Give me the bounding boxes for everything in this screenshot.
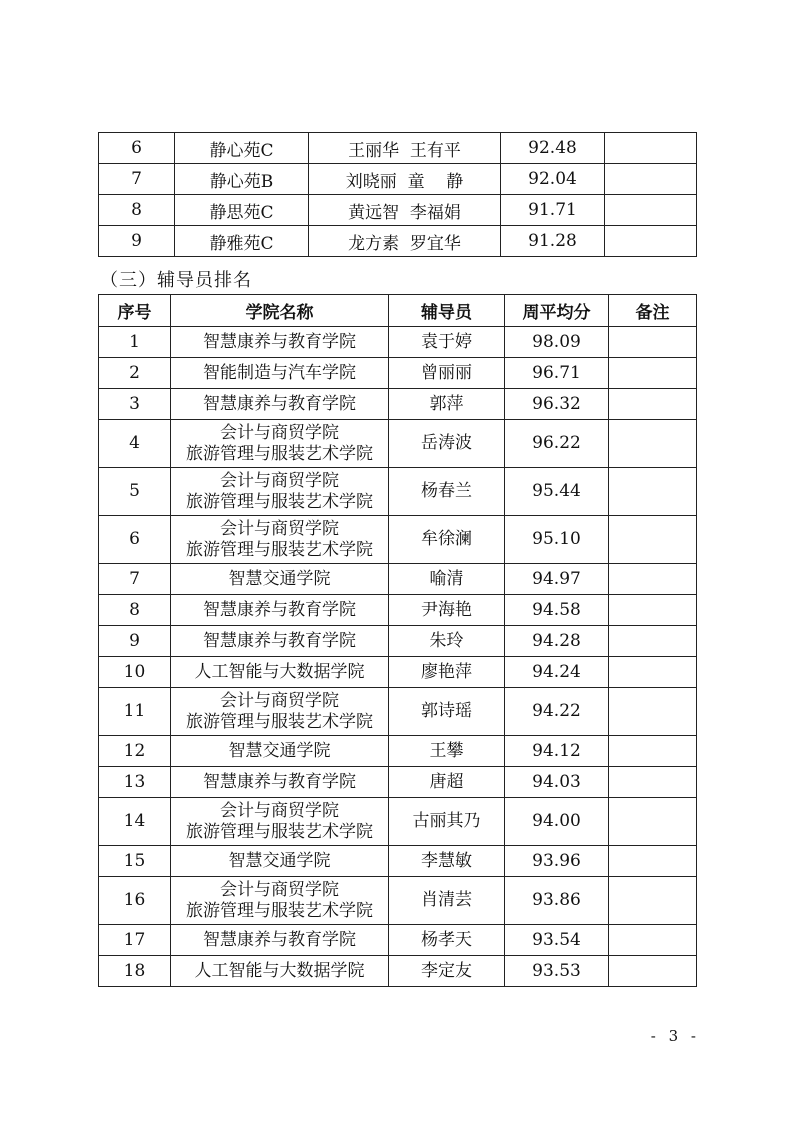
college-name-line: 会计与商贸学院 [220, 518, 339, 539]
dorm-name: 静心苑C [175, 133, 309, 164]
college-name-line: 人工智能与大数据学院 [194, 661, 365, 682]
row-number: 6 [99, 516, 171, 564]
table-row [99, 626, 697, 657]
counselor-name: 郭萍 [389, 389, 505, 420]
counselor-name: 杨孝天 [389, 925, 505, 956]
counselor-name: 曾丽丽 [389, 358, 505, 389]
counselor-name: 唐超 [389, 767, 505, 798]
dorm-staff: 黄远智 李福娟 [309, 195, 501, 226]
table-row [99, 736, 697, 767]
dorm-name: 静雅苑C [175, 226, 309, 257]
table-row [99, 358, 697, 389]
row-number: 8 [99, 595, 171, 626]
score-cell: 94.00 [505, 798, 609, 846]
table-row [99, 595, 697, 626]
table-row [99, 846, 697, 877]
note-cell [609, 956, 697, 987]
score-cell: 95.10 [505, 516, 609, 564]
row-number: 1 [99, 327, 171, 358]
college-name-line: 智慧交通学院 [228, 850, 331, 871]
row-number: 17 [99, 925, 171, 956]
table-row [99, 798, 697, 846]
counselor-name: 朱玲 [389, 626, 505, 657]
counselor-ranking-table [98, 294, 697, 987]
score-cell: 96.22 [505, 420, 609, 468]
note-cell [609, 420, 697, 468]
college-name [171, 626, 389, 657]
college-name-line: 智慧交通学院 [228, 568, 331, 589]
score-cell: 96.32 [505, 389, 609, 420]
college-name-line: 旅游管理与服装艺术学院 [186, 711, 373, 732]
note-cell [609, 358, 697, 389]
college-name [171, 358, 389, 389]
college-name-line: 旅游管理与服装艺术学院 [186, 443, 373, 464]
college-name [171, 657, 389, 688]
college-name [171, 420, 389, 468]
counselor-name: 王攀 [389, 736, 505, 767]
header-note: 备注 [609, 295, 697, 327]
college-name-line: 旅游管理与服装艺术学院 [186, 539, 373, 560]
row-number: 7 [99, 564, 171, 595]
counselor-name: 李慧敏 [389, 846, 505, 877]
score-cell: 91.28 [501, 226, 605, 257]
counselor-name: 杨春兰 [389, 468, 505, 516]
note-cell [609, 688, 697, 736]
note-cell [605, 164, 697, 195]
table-row [99, 657, 697, 688]
table-row [99, 389, 697, 420]
college-name [171, 688, 389, 736]
college-name [171, 736, 389, 767]
score-cell: 94.58 [505, 595, 609, 626]
header-no: 序号 [99, 295, 171, 327]
college-name-line: 智慧康养与教育学院 [203, 630, 356, 651]
row-number: 3 [99, 389, 171, 420]
college-name [171, 516, 389, 564]
counselor-name: 牟徐澜 [389, 516, 505, 564]
note-cell [609, 767, 697, 798]
dorm-staff: 龙方素 罗宜华 [309, 226, 501, 257]
note-cell [609, 736, 697, 767]
header-score: 周平均分 [505, 295, 609, 327]
score-cell: 93.96 [505, 846, 609, 877]
college-name-line: 旅游管理与服装艺术学院 [186, 491, 373, 512]
college-name-line: 智慧康养与教育学院 [203, 393, 356, 414]
college-name [171, 925, 389, 956]
college-name [171, 327, 389, 358]
counselor-name: 李定友 [389, 956, 505, 987]
score-cell: 91.71 [501, 195, 605, 226]
page-number: - 3 - [650, 1027, 700, 1045]
row-number: 6 [99, 133, 175, 164]
college-name [171, 956, 389, 987]
college-name [171, 798, 389, 846]
counselor-name: 廖艳萍 [389, 657, 505, 688]
college-name [171, 595, 389, 626]
note-cell [605, 226, 697, 257]
table-row [99, 420, 697, 468]
note-cell [609, 327, 697, 358]
table-row [99, 226, 697, 257]
college-name [171, 389, 389, 420]
note-cell [609, 798, 697, 846]
note-cell [609, 657, 697, 688]
counselor-name: 袁于婷 [389, 327, 505, 358]
row-number: 9 [99, 626, 171, 657]
row-number: 2 [99, 358, 171, 389]
row-number: 16 [99, 877, 171, 925]
counselor-name: 古丽其乃 [389, 798, 505, 846]
table-row [99, 133, 697, 164]
table-row [99, 164, 697, 195]
counselor-name: 喻清 [389, 564, 505, 595]
row-number: 5 [99, 468, 171, 516]
header-row [99, 295, 697, 327]
table-row [99, 688, 697, 736]
section-heading: （三）辅导员排名 [100, 270, 252, 291]
college-name-line: 智慧康养与教育学院 [203, 929, 356, 950]
dorm-staff: 刘晓丽 童 静 [309, 164, 501, 195]
college-name-line: 旅游管理与服装艺术学院 [186, 821, 373, 842]
score-cell: 94.22 [505, 688, 609, 736]
row-number: 13 [99, 767, 171, 798]
note-cell [609, 925, 697, 956]
row-number: 4 [99, 420, 171, 468]
table-row [99, 956, 697, 987]
dorm-name: 静思苑C [175, 195, 309, 226]
score-cell: 98.09 [505, 327, 609, 358]
row-number: 15 [99, 846, 171, 877]
note-cell [609, 877, 697, 925]
score-cell: 94.03 [505, 767, 609, 798]
table-row [99, 516, 697, 564]
college-name-line: 智慧康养与教育学院 [203, 331, 356, 352]
college-name-line: 智慧康养与教育学院 [203, 599, 356, 620]
counselor-name: 郭诗瑶 [389, 688, 505, 736]
dorm-name: 静心苑B [175, 164, 309, 195]
row-number: 14 [99, 798, 171, 846]
table-row [99, 468, 697, 516]
counselor-table-body [99, 327, 697, 987]
score-cell: 94.12 [505, 736, 609, 767]
note-cell [609, 516, 697, 564]
table-row [99, 767, 697, 798]
table-row [99, 925, 697, 956]
score-cell: 94.28 [505, 626, 609, 657]
college-name-line: 人工智能与大数据学院 [194, 960, 365, 981]
note-cell [605, 195, 697, 226]
note-cell [605, 133, 697, 164]
score-cell: 93.53 [505, 956, 609, 987]
college-name [171, 468, 389, 516]
score-cell: 96.71 [505, 358, 609, 389]
note-cell [609, 389, 697, 420]
score-cell: 92.04 [501, 164, 605, 195]
counselor-name: 尹海艳 [389, 595, 505, 626]
note-cell [609, 564, 697, 595]
score-cell: 95.44 [505, 468, 609, 516]
college-name-line: 会计与商贸学院 [220, 879, 339, 900]
note-cell [609, 468, 697, 516]
college-name-line: 旅游管理与服装艺术学院 [186, 900, 373, 921]
counselor-name: 岳涛波 [389, 420, 505, 468]
college-name-line: 智慧康养与教育学院 [203, 771, 356, 792]
row-number: 10 [99, 657, 171, 688]
college-name [171, 877, 389, 925]
score-cell: 94.97 [505, 564, 609, 595]
score-cell: 92.48 [501, 133, 605, 164]
college-name-line: 智慧交通学院 [228, 740, 331, 761]
college-name-line: 会计与商贸学院 [220, 470, 339, 491]
college-name [171, 564, 389, 595]
table-row [99, 877, 697, 925]
row-number: 9 [99, 226, 175, 257]
header-counselor: 辅导员 [389, 295, 505, 327]
note-cell [609, 846, 697, 877]
note-cell [609, 626, 697, 657]
dorm-ranking-table [98, 132, 697, 257]
score-cell: 94.24 [505, 657, 609, 688]
table-row [99, 327, 697, 358]
college-name [171, 767, 389, 798]
table-row [99, 564, 697, 595]
note-cell [609, 595, 697, 626]
dorm-table-body [99, 133, 697, 257]
college-name-line: 智能制造与汽车学院 [203, 362, 356, 383]
college-name [171, 846, 389, 877]
college-name-line: 会计与商贸学院 [220, 422, 339, 443]
score-cell: 93.86 [505, 877, 609, 925]
college-name-line: 会计与商贸学院 [220, 690, 339, 711]
row-number: 11 [99, 688, 171, 736]
table-row [99, 195, 697, 226]
college-name-line: 会计与商贸学院 [220, 800, 339, 821]
counselor-name: 肖清芸 [389, 877, 505, 925]
row-number: 18 [99, 956, 171, 987]
row-number: 8 [99, 195, 175, 226]
row-number: 12 [99, 736, 171, 767]
score-cell: 93.54 [505, 925, 609, 956]
dorm-staff: 王丽华 王有平 [309, 133, 501, 164]
row-number: 7 [99, 164, 175, 195]
header-college: 学院名称 [171, 295, 389, 327]
